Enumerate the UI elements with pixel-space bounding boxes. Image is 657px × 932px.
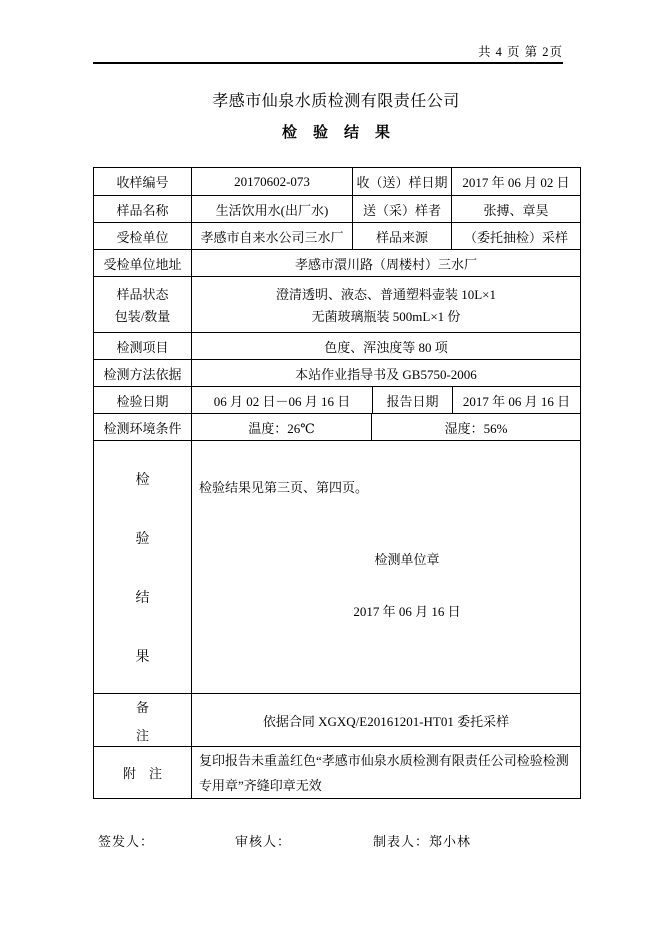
table-row-environment: [94, 413, 580, 440]
field-label-report-date: 报告日期: [372, 387, 452, 413]
field-label-sample-number: 收样编号: [116, 175, 169, 190]
table-row-attached-note: [94, 746, 580, 798]
test-results-label-char: 验: [135, 531, 150, 547]
issuer-signature-label: 签发人：: [98, 834, 155, 849]
table-row-test-items: [94, 332, 580, 359]
field-label-attached-note: 附 注: [122, 766, 162, 781]
unit-seal-placeholder: 检测单位章: [374, 552, 440, 567]
field-value-attached-note: 复印报告未重盖红色“孝感市仙泉水质检测有限责任公司检验检测专用章”齐缝印章无效: [191, 747, 580, 798]
company-name: 孝感市仙泉水质检测有限责任公司: [212, 93, 460, 110]
field-value-sample-state: [191, 277, 580, 332]
field-label-sample-state-line1: 样品状态: [116, 286, 169, 302]
field-value-temperature: 温度：26℃: [191, 414, 371, 440]
table-row-sample-number: [94, 168, 580, 195]
table-row-remarks: [94, 693, 580, 746]
field-label-sampler: 送（采）样者: [352, 196, 451, 222]
field-value-sample-source: （委托抽检）采样: [451, 223, 580, 249]
field-label-sample-source: 样品来源: [352, 223, 451, 249]
page-number: 共 4 页 第 2页: [477, 45, 563, 59]
field-value-sample-name: 生活饮用水(出厂水): [191, 196, 352, 222]
results-table: [93, 167, 581, 799]
field-value-method-basis: 本站作业指导书及 GB5750-2006: [191, 360, 580, 386]
preparer-signature: [373, 831, 471, 850]
field-label-sample-state-line2: 包装/数量: [114, 309, 171, 325]
field-value-test-items: 色度、浑浊度等 80 项: [191, 333, 580, 359]
table-row-method-basis: [94, 359, 580, 386]
seal-date: 2017 年 06 月 16 日: [353, 604, 461, 619]
field-value-test-results: [191, 441, 580, 693]
field-value-unit-address: 孝感市澴川路（周楼村）三水厂: [191, 250, 580, 276]
test-results-label-char: 果: [135, 649, 150, 665]
field-value-sample-state-line2: 无菌玻璃瓶装 500mL×1 份: [311, 309, 461, 325]
preparer-label: 制表人：: [373, 834, 430, 849]
test-results-label-char: 检: [135, 472, 150, 488]
field-label-remarks: [94, 694, 191, 746]
field-label-sample-name: 样品名称: [116, 202, 169, 218]
field-label-environment: 检测环境条件: [103, 420, 182, 436]
table-row-test-date: [94, 386, 580, 413]
field-label-test-date: 检验日期: [116, 393, 169, 409]
field-label-receive-date: 收（送）样日期: [352, 168, 451, 195]
header-rule: [93, 62, 563, 64]
remarks-label-char: 备: [135, 699, 149, 715]
field-value-test-date: 06 月 02 日－06 月 16 日: [191, 387, 372, 413]
field-label-sample-state: [94, 277, 191, 332]
field-value-sampler: 张搏、章昊: [451, 196, 580, 222]
results-reference-text: 检验结果见第三页、第四页。: [199, 480, 369, 495]
field-label-unit-address: 受检单位地址: [103, 256, 182, 272]
preparer-name: 郑小林: [429, 834, 472, 849]
field-label-test-results: [94, 441, 191, 693]
test-results-label-char: 结: [135, 590, 150, 606]
field-value-remarks: 依据合同 XGXQ/E20161201-HT01 委托采样: [191, 694, 580, 746]
field-value-receive-date: 2017 年 06 月 02 日: [451, 168, 580, 195]
field-label-method-basis: 检测方法依据: [103, 366, 182, 382]
field-value-report-date: 2017 年 06 月 16 日: [452, 387, 580, 413]
field-value-sample-state-line1: 澄清透明、液态、普通塑料壶装 10L×1: [275, 286, 497, 302]
document-title: 检验结果: [281, 125, 406, 141]
table-row-unit-address: [94, 249, 580, 276]
field-label-test-items: 检测项目: [116, 339, 169, 355]
table-row-test-results: [94, 440, 580, 693]
field-label-inspected-unit: 受检单位: [116, 229, 169, 245]
table-row-sample-name: [94, 195, 580, 222]
field-value-humidity: 湿度：56%: [371, 414, 580, 440]
field-value-inspected-unit: 孝感市自来水公司三水厂: [191, 223, 352, 249]
reviewer-signature-label: 审核人：: [235, 834, 292, 849]
table-row-sample-state: [94, 276, 580, 332]
field-value-sample-number: 20170602-073: [191, 168, 352, 195]
remarks-label-char: 注: [135, 727, 149, 743]
table-row-inspected-unit: [94, 222, 580, 249]
